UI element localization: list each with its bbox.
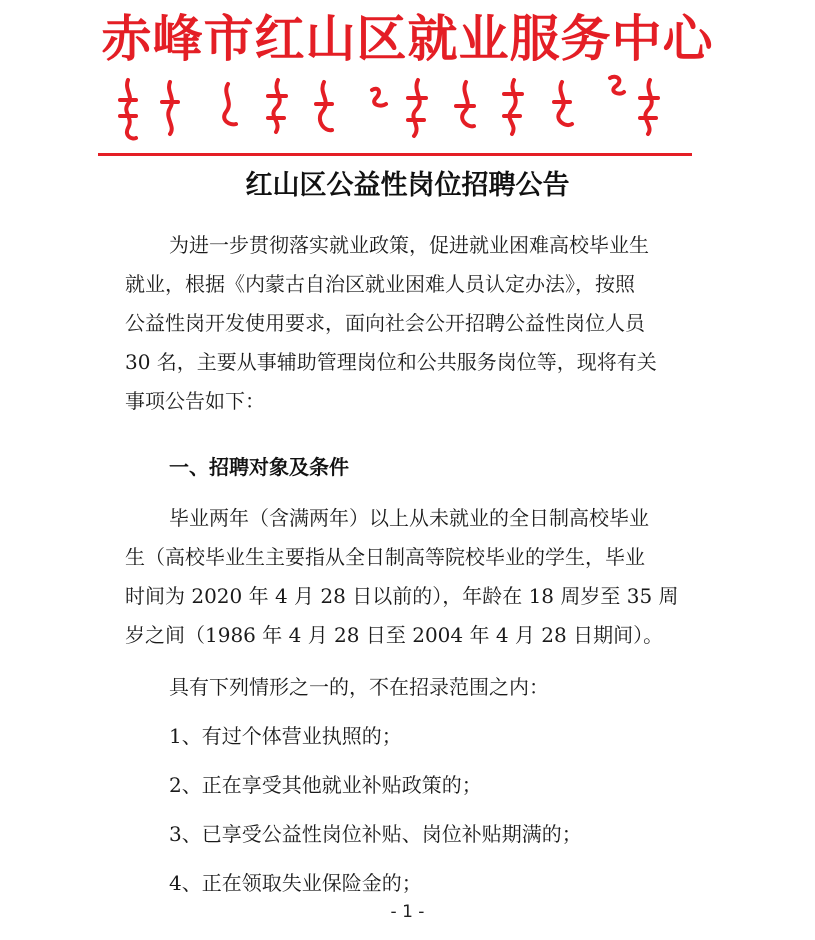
section-heading: 一、招聘对象及条件: [169, 455, 349, 479]
letterhead-divider: [98, 153, 692, 156]
exclusion-item: 2、正在享受其他就业补贴政策的；: [169, 773, 482, 797]
exclusion-item: 3、已享受公益性岗位补贴、岗位补贴期满的；: [169, 822, 582, 846]
eligibility-line: 岁之间（1986 年 4 月 28 日至 2004 年 4 月 28 日期间）。: [125, 623, 664, 647]
intro-line: 30 名，主要从事辅助管理岗位和公共服务岗位等，现将有关: [125, 350, 657, 374]
eligibility-line: 毕业两年（含满两年）以上从未就业的全日制高校毕业: [169, 506, 649, 530]
eligibility-line: 时间为 2020 年 4 月 28 日以前的），年龄在 18 周岁至 35 周: [125, 584, 679, 608]
exclusion-item: 4、正在领取失业保险金的；: [169, 871, 422, 895]
eligibility-line: 生（高校毕业生主要指从全日制高等院校毕业的学生，毕业: [125, 545, 645, 569]
page-number: - 1 -: [390, 902, 425, 922]
intro-line: 事项公告如下：: [125, 389, 265, 413]
exclusion-item: 1、有过个体营业执照的；: [169, 724, 402, 748]
document-title: 红山区公益性岗位招聘公告: [245, 170, 570, 201]
intro-line: 就业，根据《内蒙古自治区就业困难人员认定办法》，按照: [125, 272, 635, 296]
letterhead-org-name: 赤峰市红山区就业服务中心: [101, 9, 714, 68]
intro-paragraph: [125, 226, 685, 421]
intro-line: 为进一步贯彻落实就业政策，促进就业困难高校毕业生: [169, 233, 649, 257]
mongolian-script-emblem: [110, 72, 690, 144]
eligibility-paragraph: [125, 499, 685, 655]
intro-line: 公益性岗开发使用要求，面向社会公开招聘公益性岗位人员: [125, 311, 645, 335]
exclusion-intro: 具有下列情形之一的，不在招录范围之内：: [169, 675, 549, 699]
